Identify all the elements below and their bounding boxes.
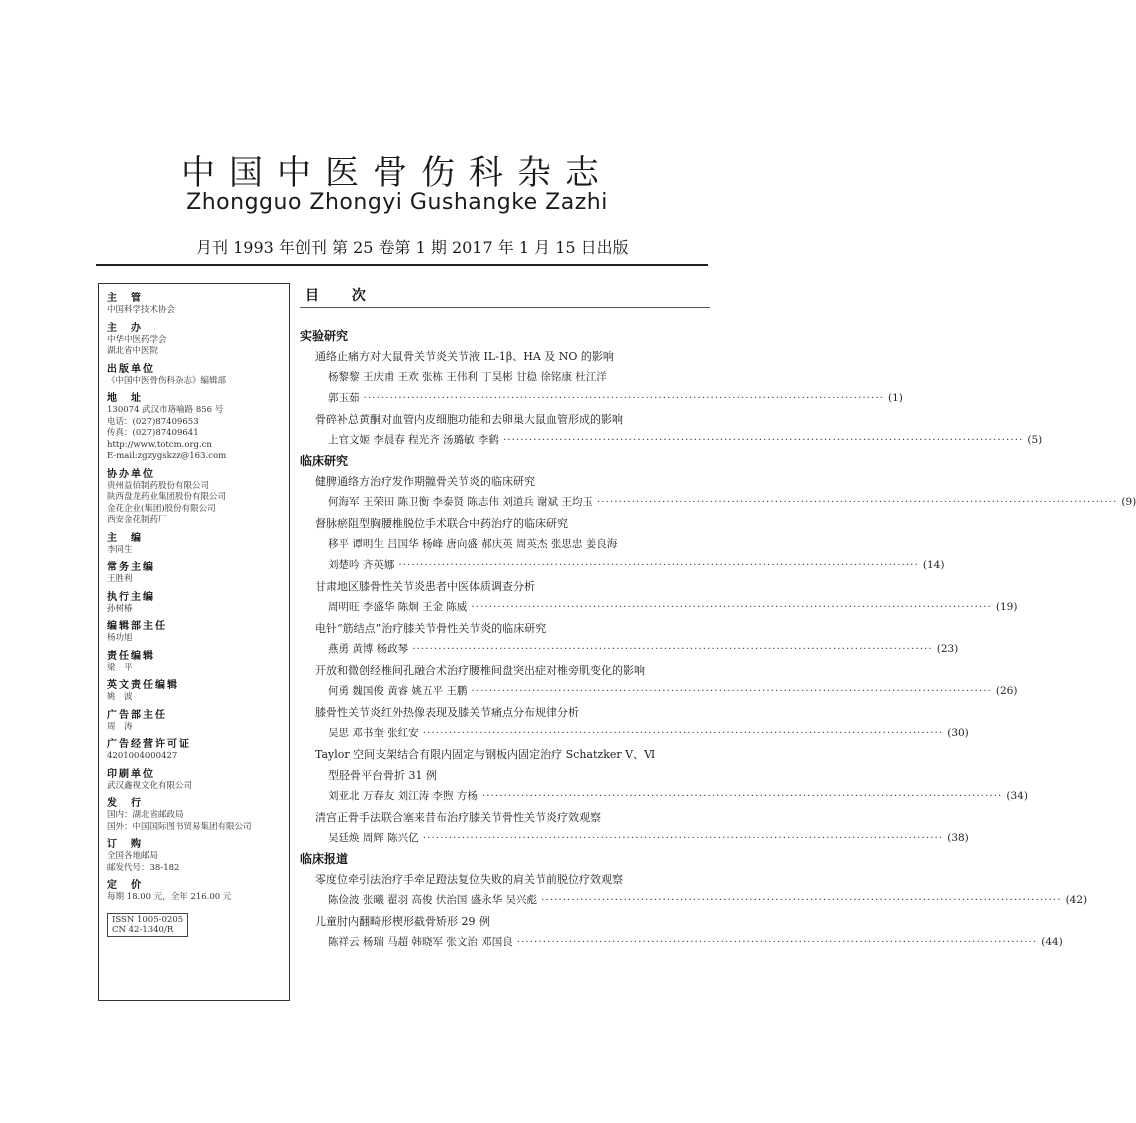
toc-entry[interactable]: [300, 702, 969, 744]
leader-dots: ························································································································: [596, 496, 1118, 508]
masthead-section: [107, 879, 281, 904]
masthead-line: E-mail:zgzygskzz@163.com: [107, 451, 227, 461]
leader-dots: ························································································································: [481, 790, 1003, 802]
header-divider: [96, 264, 708, 266]
toc-entry[interactable]: [300, 869, 1088, 911]
masthead-section: [107, 838, 281, 874]
journal-title-cn: 中国中医骨伤科杂志: [181, 153, 613, 193]
masthead-sidebar: [98, 283, 290, 1001]
masthead-line: 武汉鑫视文化有限公司: [107, 780, 193, 791]
toc-entry[interactable]: [300, 807, 969, 849]
article-authors: 上官文姬 李晨春 程光齐 汤璐敏 李鹤: [328, 434, 499, 446]
leader-dots: ························································································································: [422, 727, 944, 739]
article-authors-row: [300, 367, 710, 388]
leader-dots: ························································································································: [412, 643, 933, 655]
masthead-line: 中国科学技术协会: [107, 305, 176, 315]
masthead-heading: 发 行: [107, 798, 143, 809]
article-authors: 刘楚吟 齐英娜: [328, 559, 395, 571]
page-number[interactable]: (30): [947, 727, 969, 739]
article-title[interactable]: 零度位牵引法治疗手牵足蹬法复位失败的肩关节前脱位疗效观察: [315, 873, 623, 886]
page-number[interactable]: (34): [1006, 790, 1028, 802]
article-authors: 燕勇 黄博 杨政琴: [328, 643, 409, 655]
article-authors: 郭玉茹: [328, 392, 360, 404]
table-of-contents: [300, 326, 1136, 953]
article-authors: 陈祥云 杨瑞 马超 韩晓军 张文治 邓国良: [328, 936, 513, 948]
article-authors: 何勇 魏国俊 黄睿 姚五平 王鹏: [328, 685, 468, 697]
issn-box: [107, 913, 188, 937]
page-number[interactable]: (9): [1121, 496, 1136, 508]
article-authors-row: [300, 723, 969, 744]
leader-dots: ························································································································: [422, 832, 944, 844]
article-title[interactable]: 儿童肘内翻畸形楔形截骨矫形 29 例: [315, 915, 490, 928]
masthead-section: [107, 363, 281, 388]
masthead-heading: 协办单位: [107, 468, 155, 480]
masthead-heading: 广告部主任: [107, 709, 167, 721]
toc-entry[interactable]: [300, 513, 945, 576]
article-title[interactable]: 通络止痛方对大鼠骨关节炎关节液 IL-1β、HA 及 NO 的影响: [315, 350, 614, 363]
masthead-heading: 英文责任编辑: [107, 680, 179, 691]
leader-dots: ························································································································: [363, 392, 885, 404]
masthead-heading: 编辑部主任: [107, 621, 167, 632]
masthead-line: 电话：(027)87409653: [107, 416, 199, 427]
article-authors-row: [300, 828, 969, 849]
masthead-line: 中华中医药学会: [107, 334, 167, 345]
masthead-heading: 责任编辑: [107, 650, 155, 662]
masthead-section: [107, 709, 281, 734]
toc-entry[interactable]: [300, 409, 1043, 451]
page-number[interactable]: (38): [947, 832, 969, 844]
masthead-line: 4201004000427: [107, 751, 178, 761]
masthead-section: [107, 797, 281, 833]
page-number[interactable]: (26): [995, 685, 1018, 697]
masthead-line: 《中国中医骨伤科杂志》编辑部: [107, 375, 227, 386]
masthead-heading: 订 购: [107, 839, 143, 850]
article-title[interactable]: 电针“筋结点”治疗膝关节骨性关节炎的临床研究: [315, 622, 547, 635]
masthead-heading: 出版单位: [107, 363, 155, 375]
masthead-line: 130074 武汉市珞喻路 856 号: [107, 405, 224, 415]
leader-dots: ························································································································: [502, 434, 1024, 446]
toc-entry[interactable]: [300, 660, 1018, 702]
masthead-section: [107, 768, 281, 793]
masthead-line: 贵州益佰制药股份有限公司: [107, 480, 210, 491]
masthead-line: 国外：中国国际图书贸易集团有限公司: [107, 821, 252, 832]
leader-dots: ························································································································: [398, 559, 919, 571]
toc-section-heading: 临床报道: [300, 852, 349, 866]
masthead-line: 王胜利: [107, 574, 133, 584]
masthead-section: [107, 292, 281, 317]
masthead-line: 杨功旭: [107, 633, 133, 643]
page-number[interactable]: (1): [888, 392, 903, 404]
masthead-line: 全国各地邮局: [107, 851, 159, 861]
masthead-line: 传真：(027)87409641: [107, 428, 199, 438]
article-authors: 周明旺 李盛华 陈炯 王金 陈威: [328, 601, 468, 613]
masthead-line: 金花企业(集团)股份有限公司: [107, 503, 216, 514]
masthead-heading: 印刷单位: [107, 768, 155, 780]
leader-dots: ························································································································: [516, 936, 1038, 948]
article-authors-row: [300, 639, 959, 660]
article-authors-row: [300, 932, 1063, 953]
masthead-section: [107, 679, 281, 704]
journal-title-en: Zhongguo Zhongyi Gushangke Zazhi: [186, 190, 608, 215]
masthead-section: [107, 468, 281, 527]
page-number[interactable]: (19): [995, 601, 1018, 613]
masthead-heading: 地 址: [107, 393, 143, 404]
page-number[interactable]: (14): [922, 559, 945, 571]
masthead-heading: 主 管: [107, 293, 143, 304]
toc-rule: [300, 307, 710, 308]
masthead-section: [107, 650, 281, 675]
masthead-line: 周 涛: [107, 721, 133, 732]
article-authors-row: [300, 597, 1018, 618]
issn-number: ISSN 1005-0205: [112, 914, 184, 925]
masthead-heading: 常务主编: [107, 562, 155, 573]
article-authors-row: [300, 534, 710, 555]
toc-entry[interactable]: [300, 744, 1028, 807]
article-authors-row: [300, 786, 1028, 807]
leader-dots: ························································································································: [541, 894, 1062, 906]
article-title[interactable]: 清宫正骨手法联合塞来昔布治疗膝关节骨性关节炎疗效观察: [315, 811, 601, 824]
page-number[interactable]: (5): [1027, 434, 1043, 446]
page-number[interactable]: (42): [1065, 894, 1088, 906]
article-authors: 吴思 邓书奎 张红安: [328, 727, 419, 739]
cn-number: CN 42-1340/R: [112, 924, 174, 935]
toc-section-heading: 实验研究: [300, 329, 349, 343]
article-authors: 移平 谭明生 吕国华 杨峰 唐向盛 郝庆英 周英杰 张思忠 姜良海: [328, 538, 618, 550]
masthead-section: [107, 738, 281, 763]
toc-entry[interactable]: [300, 346, 903, 409]
article-authors: 刘亚北 万春友 刘江涛 李煦 方杨: [328, 790, 478, 802]
article-authors: 吴廷焕 周辉 陈兴亿: [328, 832, 419, 844]
toc-entry[interactable]: [300, 471, 1136, 513]
article-title[interactable]: 甘肃地区膝骨性关节炎患者中医体质调查分析: [315, 580, 535, 593]
masthead-section: [107, 392, 281, 463]
toc-entry[interactable]: [300, 911, 1063, 953]
article-title[interactable]: 督脉瘀阻型胸腰椎脱位手术联合中药治疗的临床研究: [315, 517, 568, 530]
masthead-line: 国内：湖北省邮政局: [107, 810, 184, 820]
article-authors-row: [300, 555, 945, 576]
article-authors-row: [300, 681, 1018, 702]
masthead-line: 姚 波: [107, 692, 133, 702]
article-title[interactable]: 健脾通络方治疗发作期髋骨关节炎的临床研究: [315, 475, 535, 488]
masthead-line: 湖北省中医院: [107, 346, 159, 356]
masthead-line: 西安金花制药厂: [107, 515, 167, 525]
masthead-heading: 主 办: [107, 322, 143, 334]
article-authors-row: [300, 492, 1136, 513]
article-authors: 何海军 王荣田 陈卫衡 李泰贤 陈志伟 刘道兵 谢斌 王均玉: [328, 496, 593, 508]
toc-section-heading: 临床研究: [300, 454, 349, 468]
article-title[interactable]: 开放和微创经椎间孔融合术治疗腰椎间盘突出症对椎旁肌变化的影响: [315, 664, 645, 677]
masthead-section: [107, 532, 281, 557]
masthead-line: 孙树椿: [107, 603, 133, 614]
masthead-section: [107, 322, 281, 358]
article-title[interactable]: Taylor 空间支架结合有限内固定与钢板内固定治疗 Schatzker Ⅴ、Ⅵ: [315, 748, 656, 761]
masthead-section: [107, 620, 281, 645]
article-title[interactable]: 膝骨性关节炎红外热像表现及膝关节痛点分布规律分析: [315, 706, 579, 719]
masthead-line: 每期 18.00 元，全年 216.00 元: [107, 892, 232, 902]
article-authors-row: [300, 388, 903, 409]
article-title[interactable]: 型胫骨平台骨折 31 例: [328, 769, 437, 782]
page-number[interactable]: (44): [1041, 936, 1063, 948]
leader-dots: ························································································································: [471, 685, 992, 697]
leader-dots: ························································································································: [471, 601, 992, 613]
masthead-heading: 主 编: [107, 532, 143, 544]
article-authors: 陈俭波 张曦 翟羽 高俊 伏治国 盛永华 吴兴彪: [328, 894, 538, 906]
masthead-section: [107, 561, 281, 586]
issue-line: 月刊 1993 年创刊 第 25 卷第 1 期 2017 年 1 月 15 日出版: [196, 238, 629, 257]
article-authors: 杨黎黎 王庆甫 王欢 张栋 王伟利 丁昊彬 甘稳 徐铭康 杜江洋: [328, 371, 607, 383]
masthead-line: http://www.totcm.org.cn: [107, 439, 212, 450]
masthead-section: [107, 591, 281, 616]
page-number[interactable]: (23): [936, 643, 959, 655]
masthead-heading: 执行主编: [107, 591, 155, 603]
masthead-line: 邮发代号：38-182: [107, 862, 180, 873]
masthead-heading: 广告经营许可证: [107, 739, 191, 750]
masthead-line: 陕西盘龙药业集团股份有限公司: [107, 492, 227, 502]
article-title[interactable]: 骨碎补总黄酮对血管内皮细胞功能和去卵巢大鼠血管形成的影响: [315, 413, 623, 426]
masthead-heading: 定 价: [107, 880, 143, 891]
toc-heading: 目 次: [305, 288, 380, 304]
masthead-line: 梁 平: [107, 662, 133, 673]
article-authors-row: [300, 890, 1088, 911]
toc-entry[interactable]: [300, 618, 959, 660]
article-authors-row: [300, 430, 1043, 451]
toc-entry[interactable]: [300, 576, 1018, 618]
masthead-line: 李同生: [107, 544, 133, 555]
masthead-content: [107, 292, 281, 904]
